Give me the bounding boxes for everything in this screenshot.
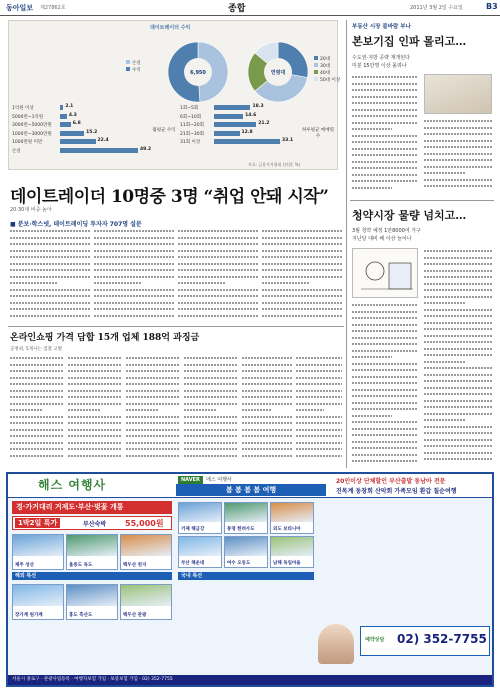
- ad-tile[interactable]: [224, 536, 268, 568]
- ad-tile-photo: [13, 535, 63, 556]
- second-body-col-5: [242, 355, 292, 465]
- ad-tile-caption: 여수 오동도: [227, 561, 251, 566]
- trades-row: [180, 113, 300, 121]
- profit-row: [12, 130, 162, 138]
- article-headline: 데이트레이더 10명중 3명 “취업 안돼 시작”: [10, 187, 329, 207]
- masthead: [0, 0, 500, 16]
- text-line: [424, 183, 492, 190]
- legend-left-swatch: [126, 60, 130, 64]
- ad-tile-caption: 외도 보타니아: [273, 527, 301, 532]
- trades-value: 14.6: [245, 112, 257, 118]
- divider: [8, 326, 344, 327]
- legend-left-swatch: [126, 67, 130, 71]
- bars-left: [12, 104, 162, 156]
- text-line: [94, 313, 174, 320]
- trades-value: 18.3: [252, 104, 264, 109]
- legend-right-swatch: [314, 77, 318, 81]
- ad-tile[interactable]: [66, 584, 118, 620]
- ad-tile-photo: [225, 537, 267, 556]
- right-headline: 본보기집 인파 몰리고…: [352, 35, 467, 48]
- chart-title: 데이트레이더 수익: [150, 25, 191, 31]
- right-body-col-4: [424, 248, 492, 465]
- ad-tile[interactable]: [178, 536, 222, 568]
- text-line: [126, 453, 180, 460]
- ad-promo-banner: 경·가거대리 거제도·부산·벚꽃 개통: [12, 501, 172, 514]
- legend-right-swatch: [314, 63, 318, 67]
- text-line: [184, 453, 238, 460]
- travel-advertisement[interactable]: [6, 472, 494, 687]
- ad-tile-caption: 부산 해운대: [181, 561, 205, 566]
- article-body-col-1: [10, 228, 90, 323]
- profit-bar: [60, 148, 138, 153]
- ad-tile[interactable]: [270, 536, 314, 568]
- second-body-col-4: [184, 355, 238, 465]
- issue-number: 제27862호: [40, 5, 66, 11]
- legend-right-label: 50대 이상: [320, 78, 341, 83]
- donut-profit-center-label: 6,950: [190, 70, 206, 76]
- text-line: [10, 313, 90, 320]
- contact-phone[interactable]: 02) 352-7755: [397, 632, 487, 646]
- article-body-col-4: [262, 228, 342, 323]
- legend-right-label: 20대: [320, 57, 331, 62]
- issue-date: 2011년 3월 2일 수요일: [410, 5, 463, 11]
- profit-row: [12, 113, 162, 121]
- trades-value: 21.2: [258, 121, 270, 126]
- ad-tile-caption: 울릉도 독도: [69, 563, 93, 568]
- text-line: [178, 313, 258, 320]
- ad-portrait-photo: [318, 624, 354, 664]
- second-byline: 공정위, 5개사는 검찰 고발: [10, 347, 63, 352]
- ad-tile-caption: 거제 해금강: [181, 527, 205, 532]
- trades-row: [180, 121, 300, 129]
- profit-bar: [60, 131, 84, 136]
- text-line: [352, 185, 392, 192]
- ad-right-subline: 진목계 동창회 산악회 가족모임 환갑 칠순여행: [336, 488, 457, 495]
- page-number: B3: [486, 2, 498, 11]
- profit-bar: [60, 114, 67, 119]
- text-line: [424, 456, 492, 463]
- profit-bar: [60, 122, 71, 127]
- legend-right-swatch: [314, 56, 318, 60]
- right-subhead: 수도권·지방 공략 재개된다 미분 15만명 이상 몰려나: [352, 55, 410, 69]
- trades-row: [180, 138, 300, 146]
- ad-tile-photo: [179, 503, 221, 522]
- trades-label: 6회~10회: [180, 114, 202, 120]
- text-line: [296, 453, 342, 460]
- trades-label: 11회~20회: [180, 123, 204, 128]
- ad-band-overseas: 해외 특선: [12, 572, 172, 580]
- ad-contact-box[interactable]: [360, 626, 490, 656]
- ad-price-tag: 1박2일 특가: [15, 518, 60, 528]
- trades-bar: [214, 122, 256, 127]
- ad-tile-caption: 백두산 관광: [123, 613, 147, 618]
- ad-tile-caption: 남해 독일마을: [273, 561, 301, 566]
- second-body-col-1: [10, 355, 64, 465]
- text-line: [262, 313, 342, 320]
- trades-label: 21회~30회: [180, 131, 204, 137]
- ad-tile[interactable]: [178, 502, 222, 534]
- profit-value: 49.2: [140, 146, 152, 152]
- ad-tile-caption: 백두산 천지: [123, 563, 147, 568]
- ad-tile-caption: 제주 성산: [15, 563, 34, 568]
- text-line: [10, 453, 64, 460]
- bars-right: [180, 104, 300, 156]
- article-lead: 20·30대 비중 높아: [10, 207, 52, 213]
- ad-tile-photo: [225, 503, 267, 522]
- trades-value: 33.1: [282, 138, 294, 143]
- profit-row: [12, 121, 162, 129]
- trades-bar: [214, 131, 240, 136]
- side-label-left: 월평균 수익: [152, 128, 176, 133]
- ad-price-dest: 부산숙박: [83, 521, 107, 528]
- legend-right-swatch: [314, 70, 318, 74]
- donut-age-center-label: 연령대: [270, 70, 286, 76]
- naver-search-text: 에스 여행사: [206, 477, 232, 483]
- right-headline-2: 청약시장 물량 넘치고…: [352, 209, 467, 222]
- ad-tile[interactable]: [66, 534, 118, 570]
- ad-tile[interactable]: [12, 534, 64, 570]
- profit-label: 1억원 이상: [12, 106, 34, 111]
- ad-tile-photo: [121, 535, 171, 556]
- ad-tile-caption: 장가계 원가계: [15, 613, 43, 618]
- trades-bar: [214, 139, 280, 144]
- article-subhead: ■ 분보·학스넷, 데이트레이딩 투자자 707명 설문: [10, 221, 142, 228]
- trades-bar: [214, 114, 243, 119]
- ad-tile-caption: 통영 한려수도: [227, 527, 255, 532]
- profit-value: 2.1: [65, 104, 74, 109]
- profit-label: 손실: [12, 148, 21, 154]
- trades-label: 1회~5회: [180, 106, 199, 111]
- article-body-col-2: [94, 228, 174, 323]
- ad-tile[interactable]: [12, 584, 64, 620]
- text-line: [242, 453, 292, 460]
- legend-right-label: 40대: [320, 71, 331, 76]
- profit-value: 22.4: [97, 138, 109, 143]
- side-label-right: 하루평균 매매횟수: [302, 128, 334, 139]
- ad-tile-photo: [67, 585, 117, 606]
- profit-label: 3000만~5000만원: [12, 123, 52, 128]
- second-body-col-6: [296, 355, 342, 465]
- ad-tile[interactable]: [270, 502, 314, 534]
- profit-bar: [60, 139, 96, 144]
- profit-label: 1000만~3000만원: [12, 131, 52, 137]
- section-title: 종합: [228, 4, 246, 14]
- profit-value: 4.3: [68, 112, 77, 118]
- second-headline: 온라인쇼핑 가격 담합 15개 업체 188억 과징금: [10, 333, 200, 343]
- photo-model-house: [424, 74, 492, 114]
- trades-bar: [214, 105, 250, 110]
- ad-header: [8, 474, 492, 498]
- ad-tile[interactable]: [120, 584, 172, 620]
- cartoon-illustration: [352, 248, 418, 298]
- profit-value: 15.2: [86, 129, 98, 135]
- second-body-col-3: [126, 355, 180, 465]
- right-body-col-1: [352, 74, 418, 194]
- trades-row: [180, 130, 300, 138]
- second-body-col-2: [68, 355, 122, 465]
- trades-row: [180, 104, 300, 112]
- legend-left-label: 수익: [132, 68, 141, 73]
- legend-right-label: 30대: [320, 64, 331, 69]
- ad-tile[interactable]: [224, 502, 268, 534]
- ad-tile-photo: [179, 537, 221, 556]
- ad-brand: 해스 여행사: [38, 478, 107, 492]
- contact-label: 예약상담: [365, 637, 385, 643]
- ad-tile-caption: 홍도 흑산도: [69, 613, 93, 618]
- ad-tile-photo: [67, 535, 117, 556]
- text-line: [68, 453, 122, 460]
- profit-row: [12, 147, 162, 155]
- right-kicker: 부동산 시장 불바람 부나: [352, 24, 411, 30]
- newspaper-name: 동아일보: [6, 4, 34, 12]
- trades-label: 31회 이상: [180, 140, 201, 145]
- ad-search-banner: 봄 봄 봄 봄 여행: [176, 484, 326, 496]
- ad-tile[interactable]: [120, 534, 172, 570]
- profit-label: 1000만원 미만: [12, 140, 43, 145]
- right-body-col-2: [424, 118, 492, 194]
- ad-price-box: [12, 516, 172, 530]
- ad-price-value: 55,000원: [125, 519, 164, 528]
- chart-source: 자료: 금융투자협회 (단위: %): [248, 162, 301, 167]
- right-divider: [350, 200, 494, 201]
- ad-tile-photo: [271, 537, 313, 556]
- text-line: [352, 458, 418, 465]
- ad-tile-photo: [13, 585, 63, 606]
- profit-bar: [60, 105, 63, 110]
- profit-row: [12, 138, 162, 146]
- ad-right-headline: 20인이상 단체할인 부산출발 동남아 전문: [336, 478, 446, 485]
- profit-value: 6.8: [72, 121, 81, 126]
- profit-row: [12, 104, 162, 112]
- ad-tile-photo: [271, 503, 313, 522]
- right-subhead-2: 3월 청약 예정 1만8000여 가구 지난달 대비 배 이상 늘어나: [352, 228, 421, 242]
- article-body-col-3: [178, 228, 258, 323]
- ad-band-domestic: 국내 특선: [178, 572, 314, 580]
- ad-tile-photo: [121, 585, 171, 606]
- profit-label: 5000만~1억원: [12, 114, 44, 120]
- right-body-col-3: [352, 302, 418, 465]
- column-divider: [346, 20, 347, 468]
- legend-left-label: 손실: [132, 61, 141, 66]
- trades-value: 12.8: [241, 129, 253, 135]
- ad-footer: 서울시 종로구 · 관광사업등록 · 여행자보험 가입 · 보증보험 가입 · 02) 352-7755: [8, 675, 492, 685]
- naver-logo: NAVER: [178, 476, 203, 484]
